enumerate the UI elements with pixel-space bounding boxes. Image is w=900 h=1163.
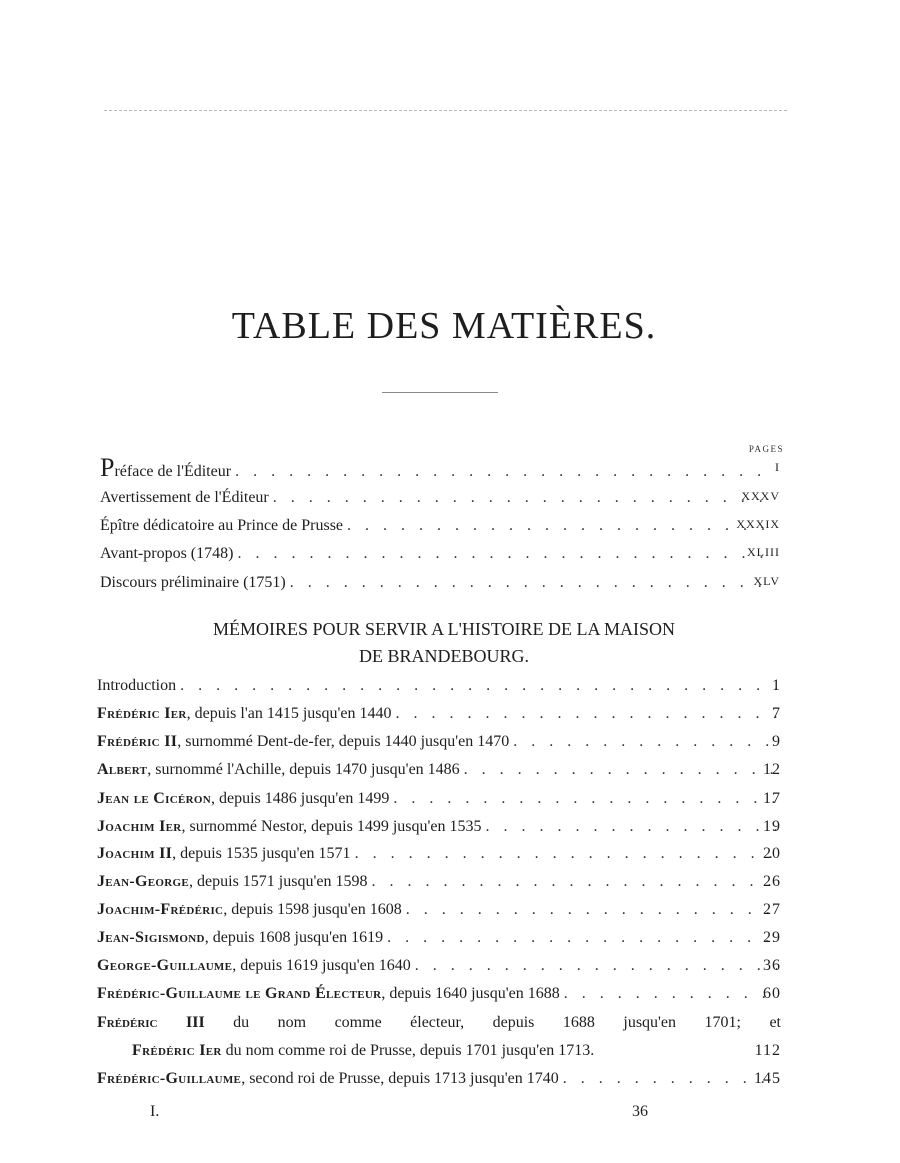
entry-page: 112 [754,1042,781,1059]
chapter-text: , depuis 1608 jusqu'en 1619 [204,929,384,946]
toc-chapter [97,873,781,897]
entry-page: 7 [772,705,781,722]
entry-page: 17 [763,790,781,807]
toc-entry-discours [100,574,780,598]
chapter-name: Frédéric Ier [97,705,187,722]
chapter-name: Joachim II [97,845,173,862]
page-footer [0,1103,900,1127]
entry-label: réface de l'Éditeur [114,463,232,480]
entry-page: 20 [763,845,781,862]
entry-page: 60 [763,985,781,1002]
chapter-text: , second roi de Prusse, depuis 1713 jusqu'en 1740 [241,1070,559,1087]
section-heading [0,616,888,670]
chapter-text: , surnommé Nestor, depuis 1499 jusqu'en 1535 [181,818,482,835]
toc-chapter [97,985,781,1009]
chapter-text: , depuis 1619 jusqu'en 1640 [232,957,411,974]
top-decorative-rule [104,110,787,111]
pages-column-header: PAGES [748,444,784,454]
title-underline-rule [382,392,498,393]
dropcap-letter: P [100,453,115,482]
chapter-name: Frédéric II [97,733,178,750]
entry-page: 12 [763,761,781,778]
section-heading-line1: MÉMOIRES POUR SERVIR A L'HISTOIRE DE LA MAISON [212,619,675,639]
entry-page: XLIII [747,545,780,559]
chapter-name: Frédéric III [97,1014,205,1031]
toc-entry-epitre [100,517,780,541]
chapter-text: du nom comme électeur, depuis 1688 jusqu'en 1701; et [204,1014,781,1031]
entry-label: Épître dédicatoire au Prince de Prusse [100,517,344,534]
toc-chapter [97,705,781,729]
chapter-name: Joachim-Frédéric [97,901,224,918]
chapter-text: du nom comme roi de Prusse, depuis 1701 jusqu'en 1713. [221,1042,595,1059]
toc-chapter-introduction [97,677,781,701]
entry-page: 1 [772,677,781,694]
toc-chapter [97,818,781,842]
chapter-text: , depuis 1640 jusqu'en 1688 [381,985,560,1002]
chapter-text: , surnommé l'Achille, depuis 1470 jusqu'en 1486 [147,761,460,778]
toc-chapter-two-line-second [132,1042,781,1066]
chapter-text: , depuis 1535 jusqu'en 1571 [172,845,351,862]
chapter-name: Frédéric Ier [132,1042,222,1059]
entry-page: 9 [772,733,781,750]
entry-page: 145 [754,1070,781,1087]
toc-chapter-last [97,1070,781,1094]
chapter-name: Frédéric-Guillaume [97,1070,242,1087]
entry-page: 19 [763,818,781,835]
chapter-text: , depuis 1598 jusqu'en 1608 [223,901,402,918]
chapter-name: Jean-Sigismond [97,929,205,946]
toc-chapter [97,761,781,785]
entry-page: XXXV [741,489,780,503]
chapter-name: George-Guillaume [97,957,233,974]
entry-page: 27 [763,901,781,918]
page-title: TABLE DES MATIÈRES. [231,305,657,347]
toc-chapter [97,957,781,981]
toc-entry-avertissement [100,489,780,513]
chapter-text: Introduction [97,677,177,694]
chapter-name: Jean le Cicéron [97,790,211,807]
toc-chapter [97,901,781,925]
toc-entry-avant-propos [100,545,780,569]
section-heading-line2: DE BRANDEBOURG. [358,646,529,666]
chapter-text: , depuis 1486 jusqu'en 1499 [210,790,390,807]
entry-label: Discours préliminaire (1751) [100,574,286,591]
chapter-text: , surnommé Dent-de-fer, depuis 1440 jusqu'en 1470 [177,733,510,750]
entry-label: Avertissement de l'Éditeur [100,489,269,506]
toc-chapter [97,929,781,953]
entry-page: XLV [753,574,780,588]
toc-chapter [97,845,781,869]
toc-chapter-two-line-first [97,1014,781,1032]
toc-chapter [97,733,781,757]
chapter-name: Jean-George [97,873,190,890]
toc-chapter [97,790,781,814]
entry-page: 29 [763,929,781,946]
entry-page: 26 [763,873,781,890]
entry-page: 36 [763,957,781,974]
entry-label: Avant-propos (1748) [100,545,234,562]
signature-mark: I. [150,1103,160,1120]
toc-entry-preface [100,453,780,484]
entry-page: I [775,460,780,474]
chapter-text: , depuis l'an 1415 jusqu'en 1440 [186,705,392,722]
chapter-name: Joachim Ier [97,818,182,835]
chapter-name: Frédéric-Guillaume le Grand Électeur [97,985,382,1002]
entry-page: XXXIX [736,517,780,531]
page-number: 36 [632,1103,648,1120]
chapter-name: Albert [97,761,148,778]
chapter-text: , depuis 1571 jusqu'en 1598 [189,873,368,890]
